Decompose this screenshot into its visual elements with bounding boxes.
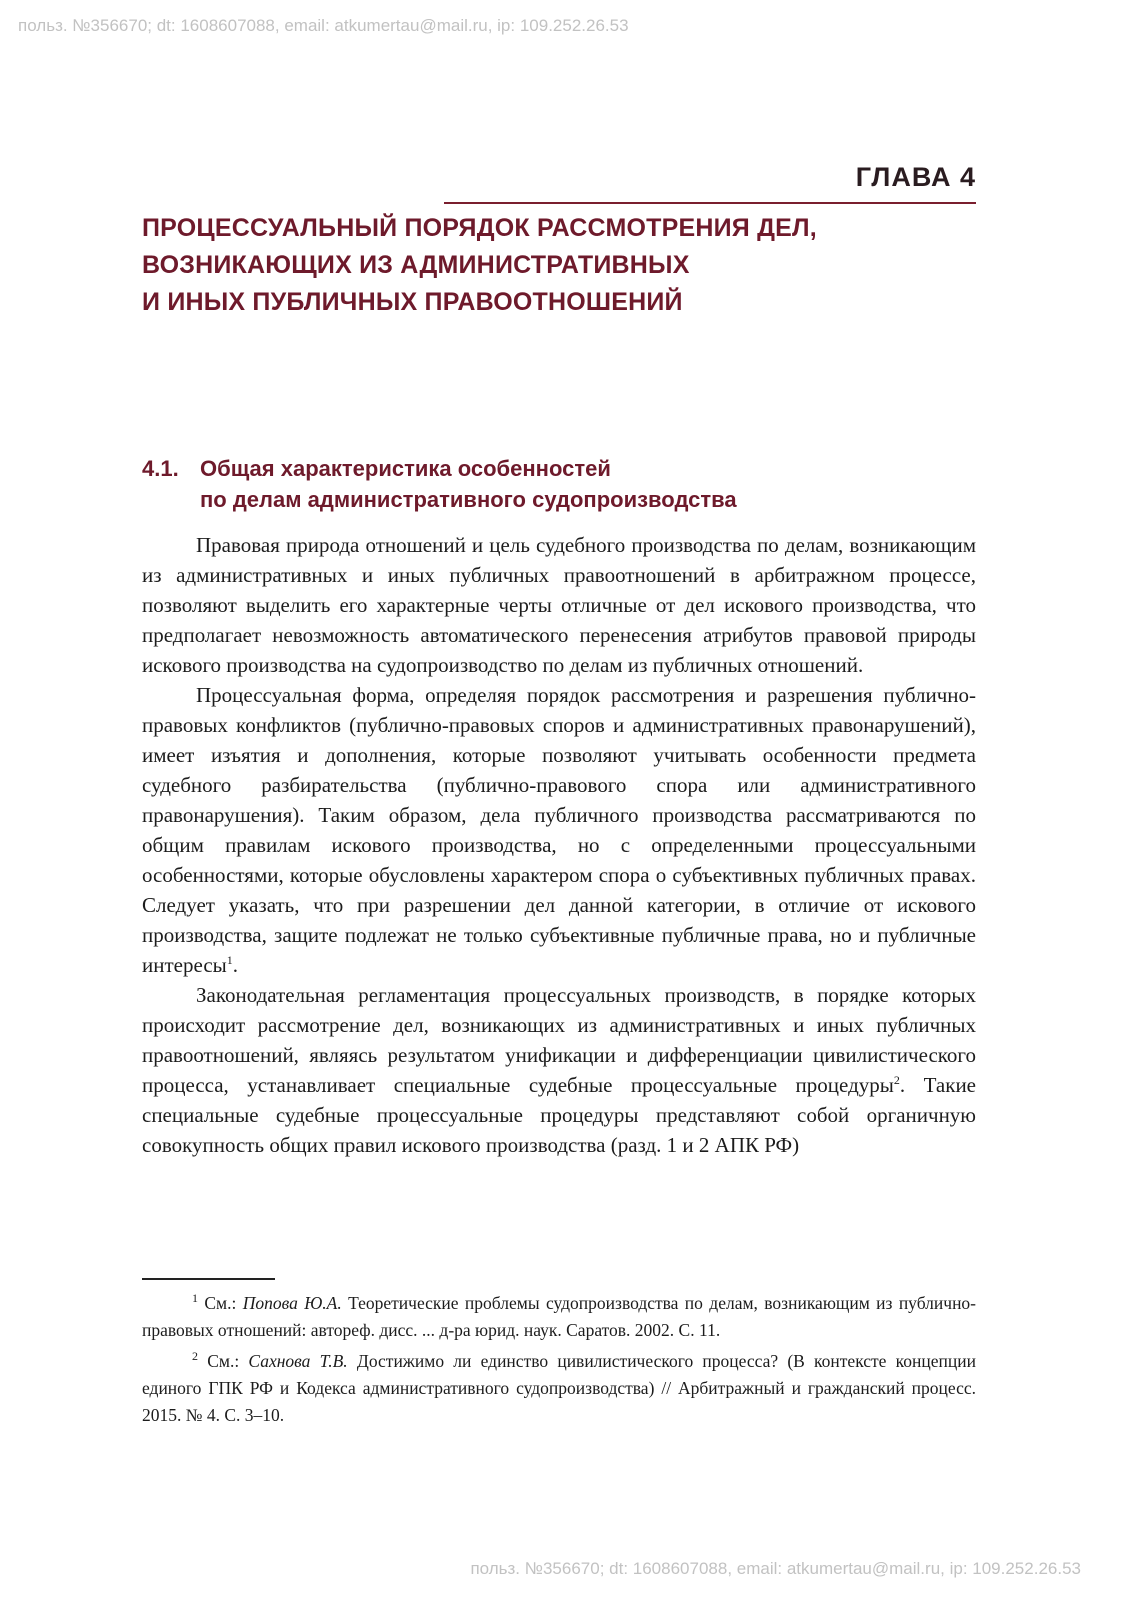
footnote-ref-1[interactable]: 1 [226,953,233,967]
footnote-mark: 2 [192,1349,198,1364]
footnote-mark: 1 [192,1291,198,1306]
watermark-bottom: польз. №356670; dt: 1608607088, email: atkumertau@mail.ru, ip: 109.252.26.53 [470,1559,1081,1578]
chapter-title-line: И ИНЫХ ПУБЛИЧНЫХ ПРАВООТНОШЕНИЙ [142,288,683,316]
paragraph: Законодательная регламентация процессуальных производств, в порядке которых происходит рассмотрение дел, возникающих из административных и иных публичных правоотношений, являясь результатом унификации и дифференциации цивилистического процесса, устанавливает специальные судебные процессуальные процедуры$^2$. Такие специальные судебные процессуальные процедуры представляют собой органичную совокупность общих правил искового производства (разд. 1 и 2 АПК РФ) [142,983,976,1157]
chapter-title-line: ВОЗНИКАЮЩИХ ИЗ АДМИНИСТРАТИВНЫХ [142,251,690,279]
footnote-divider [142,1278,275,1280]
paragraph: Правовая природа отношений и цель судебного производства по делам, возникающим из административных и иных публичных правоотношений в арбитражном процессе, позволяют выделить его характерные черты отличные от дел искового производства, что предполагает невозможность автоматического перенесения атрибутов правовой природы искового производства на судопроизводство по делам из публичных отношений. [142,533,976,677]
chapter-label: ГЛАВА 4 [855,162,976,192]
footnote-1: $^1$ См.: Попова Ю.А. Теоретические проблемы судопроизводства по делам, возникающим из публично-правовых отношений: автореф. дисс. ... д-ра юрид. наук. Саратов. 2002. С. 11. [142,1291,977,1340]
section-title-line-2: по делам административного судопроизводства [200,487,737,512]
footnote-author: Попова Ю.А. [242,1293,342,1313]
section-title [142,453,982,515]
chapter-title-line: ПРОЦЕССУАЛЬНЫЙ ПОРЯДОК РАССМОТРЕНИЯ ДЕЛ, [142,214,817,242]
paragraph: Процессуальная форма, определяя порядок рассмотрения и разрешения публично-правовых конфликтов (публично-правовых споров и административных правонарушений), имеет изъятия и дополнения, которые позволяют учитывать особенности предмета судебного разбирательства (публично-правового спора или административного правонарушения). Таким образом, дела публичного производства рассматриваются по общим правилам искового производства, но с определенными процессуальными особенностями, которые обусловлены характером спора о субъективных публичных правах. Следует указать, что при разрешении дел данной категории, в отличие от искового производства, защите подлежат не только субъективные публичные права, но и публичные интересы$^1$. [142,683,976,977]
section-number: 4.1. [142,456,179,481]
watermark-top: польз. №356670; dt: 1608607088, email: atkumertau@mail.ru, ip: 109.252.26.53 [18,16,629,35]
footnote-ref-2[interactable]: 2 [893,1073,900,1087]
footnotes [142,1290,976,1429]
footnote-author: Сахнова Т.В. [248,1351,348,1371]
chapter-title [142,210,942,321]
chapter-rule [444,202,976,204]
section-title-line-1: Общая характеристика особенностей [200,456,611,481]
body-text [142,530,976,1160]
footnote-2: $^2$ См.: Сахнова Т.В. Достижимо ли единство цивилистического процесса? (В контексте концепции единого ГПК РФ и Кодекса административного судопроизводства) // Арбитражный и гражданский процесс. 2015. № 4. С. 3–10. [142,1349,976,1425]
